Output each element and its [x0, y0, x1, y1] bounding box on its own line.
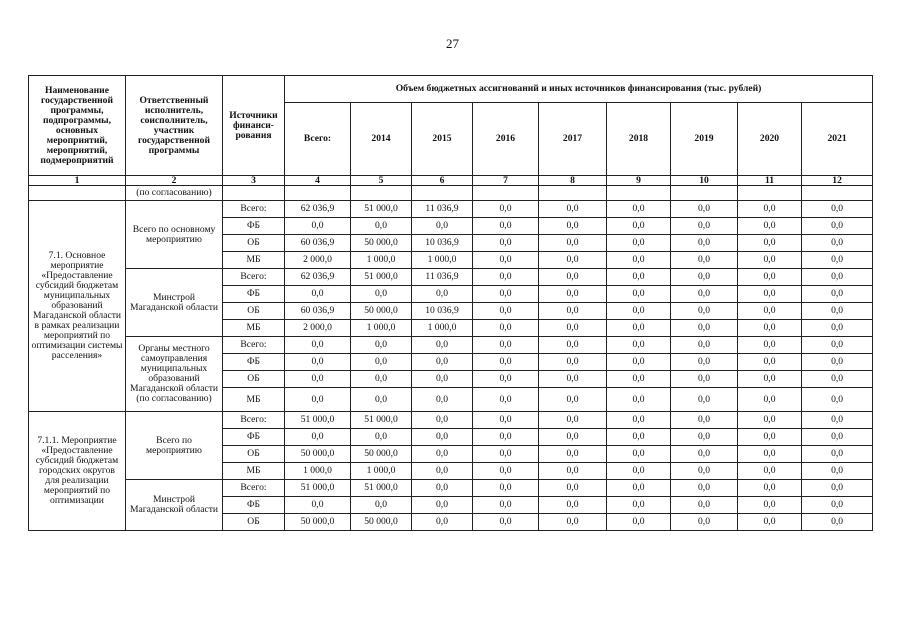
amount-cell: 0,0	[607, 514, 671, 531]
amount-cell: 1 000,0	[285, 463, 351, 480]
column-number: 4	[285, 176, 351, 186]
measure-name: 7.1. Основное мероприятие «Предоставление субсидий бюджетам муниципальных образований Магаданской области в рамках реализации мероприятий по оптимизации системы расселения»	[29, 201, 126, 412]
amount-cell: 11 036,9	[412, 201, 473, 218]
funding-source: МБ	[223, 388, 285, 412]
table-row	[29, 412, 873, 429]
funding-source: Всего:	[223, 412, 285, 429]
amount-cell: 0,0	[285, 371, 351, 388]
table-row	[29, 269, 873, 286]
amount-cell: 0,0	[671, 412, 738, 429]
funding-source: МБ	[223, 463, 285, 480]
amount-cell: 0,0	[285, 286, 351, 303]
amount-cell: 0,0	[607, 497, 671, 514]
table-row	[29, 201, 873, 218]
table-row	[29, 337, 873, 354]
header-year: 2014	[351, 103, 412, 176]
amount-cell: 0,0	[671, 235, 738, 252]
column-number: 10	[671, 176, 738, 186]
column-number: 6	[412, 176, 473, 186]
amount-cell: 0,0	[539, 337, 607, 354]
header-executor: Ответственный исполнитель, соисполнитель, участник государственной программы	[126, 76, 223, 176]
amount-cell: 0,0	[473, 412, 539, 429]
funding-source: Всего:	[223, 337, 285, 354]
amount-cell: 50 000,0	[351, 514, 412, 531]
amount-cell: 1 000,0	[351, 463, 412, 480]
amount-cell: 1 000,0	[351, 320, 412, 337]
funding-source: ОБ	[223, 303, 285, 320]
amount-cell: 0,0	[671, 388, 738, 412]
amount-cell: 0,0	[473, 371, 539, 388]
header-year: 2016	[473, 103, 539, 176]
column-number: 2	[126, 176, 223, 186]
column-number-row	[29, 176, 873, 186]
amount-cell: 0,0	[671, 303, 738, 320]
amount-cell: 0,0	[412, 429, 473, 446]
amount-cell: 0,0	[671, 337, 738, 354]
amount-cell: 0,0	[607, 412, 671, 429]
amount-cell: 0,0	[738, 252, 802, 269]
funding-source: ФБ	[223, 429, 285, 446]
table-row	[29, 480, 873, 497]
amount-cell: 0,0	[412, 480, 473, 497]
amount-cell: 0,0	[473, 497, 539, 514]
funding-source: ОБ	[223, 446, 285, 463]
amount-cell: 0,0	[473, 269, 539, 286]
header-year: 2020	[738, 103, 802, 176]
amount-cell: 0,0	[671, 269, 738, 286]
amount-cell: 0,0	[607, 388, 671, 412]
amount-cell: 0,0	[539, 235, 607, 252]
amount-cell: 0,0	[473, 201, 539, 218]
amount-cell: 0,0	[539, 252, 607, 269]
amount-cell: 0,0	[738, 286, 802, 303]
funding-source: Всего:	[223, 201, 285, 218]
amount-cell: 60 036,9	[285, 303, 351, 320]
amount-cell: 0,0	[539, 446, 607, 463]
executor-name: Минстрой Магаданской области	[126, 480, 223, 531]
amount-cell: 0,0	[412, 218, 473, 235]
amount-cell: 0,0	[412, 354, 473, 371]
amount-cell: 0,0	[738, 218, 802, 235]
amount-cell: 0,0	[671, 480, 738, 497]
funding-source: Всего:	[223, 480, 285, 497]
amount-cell: 0,0	[539, 429, 607, 446]
amount-cell: 0,0	[473, 354, 539, 371]
amount-cell: 0,0	[738, 514, 802, 531]
amount-cell: 0,0	[738, 303, 802, 320]
amount-cell: 0,0	[412, 371, 473, 388]
amount-cell: 0,0	[473, 463, 539, 480]
executor-name: Всего по мероприятию	[126, 412, 223, 480]
funding-source: ОБ	[223, 371, 285, 388]
amount-cell: 0,0	[738, 446, 802, 463]
amount-cell: 0,0	[802, 218, 873, 235]
column-number: 8	[539, 176, 607, 186]
executor-name: Всего по основному мероприятию	[126, 201, 223, 269]
header-year: 2017	[539, 103, 607, 176]
amount-cell: 0,0	[671, 286, 738, 303]
amount-cell: 0,0	[539, 371, 607, 388]
header-budget-volume: Объем бюджетных ассигнований и иных источников финансирования (тыс. рублей)	[285, 76, 873, 103]
executor-name: Минстрой Магаданской области	[126, 269, 223, 337]
continuation-text: (по согласованию)	[126, 186, 223, 201]
amount-cell: 10 036,9	[412, 303, 473, 320]
amount-cell: 0,0	[351, 337, 412, 354]
amount-cell: 0,0	[802, 235, 873, 252]
amount-cell: 0,0	[539, 303, 607, 320]
amount-cell: 0,0	[607, 337, 671, 354]
column-number: 3	[223, 176, 285, 186]
amount-cell: 0,0	[539, 497, 607, 514]
column-number: 7	[473, 176, 539, 186]
amount-cell: 0,0	[473, 429, 539, 446]
amount-cell: 0,0	[539, 320, 607, 337]
amount-cell: 0,0	[738, 371, 802, 388]
amount-cell: 60 036,9	[285, 235, 351, 252]
amount-cell: 0,0	[539, 412, 607, 429]
amount-cell: 0,0	[802, 412, 873, 429]
header-year: 2018	[607, 103, 671, 176]
amount-cell: 0,0	[738, 320, 802, 337]
amount-cell: 0,0	[607, 252, 671, 269]
header-year: Всего:	[285, 103, 351, 176]
table-header	[29, 76, 873, 186]
amount-cell: 0,0	[802, 371, 873, 388]
amount-cell: 0,0	[738, 337, 802, 354]
amount-cell: 0,0	[473, 337, 539, 354]
budget-table	[28, 75, 873, 531]
amount-cell: 0,0	[539, 480, 607, 497]
amount-cell: 0,0	[351, 354, 412, 371]
amount-cell: 0,0	[412, 337, 473, 354]
amount-cell: 0,0	[607, 218, 671, 235]
amount-cell: 0,0	[802, 429, 873, 446]
amount-cell: 0,0	[738, 235, 802, 252]
amount-cell: 0,0	[285, 497, 351, 514]
amount-cell: 0,0	[802, 269, 873, 286]
amount-cell: 51 000,0	[351, 201, 412, 218]
funding-source: ФБ	[223, 354, 285, 371]
amount-cell: 0,0	[607, 354, 671, 371]
amount-cell: 0,0	[802, 514, 873, 531]
header-year: 2021	[802, 103, 873, 176]
amount-cell: 50 000,0	[285, 446, 351, 463]
amount-cell: 0,0	[671, 371, 738, 388]
amount-cell: 0,0	[351, 388, 412, 412]
amount-cell: 0,0	[285, 354, 351, 371]
amount-cell: 2 000,0	[285, 320, 351, 337]
amount-cell: 0,0	[802, 252, 873, 269]
amount-cell: 0,0	[607, 463, 671, 480]
amount-cell: 0,0	[539, 388, 607, 412]
amount-cell: 1 000,0	[412, 320, 473, 337]
amount-cell: 0,0	[473, 252, 539, 269]
column-number: 9	[607, 176, 671, 186]
amount-cell: 0,0	[351, 497, 412, 514]
amount-cell: 0,0	[539, 463, 607, 480]
amount-cell: 0,0	[351, 286, 412, 303]
amount-cell: 0,0	[539, 354, 607, 371]
amount-cell: 0,0	[473, 303, 539, 320]
header-year: 2015	[412, 103, 473, 176]
amount-cell: 0,0	[802, 337, 873, 354]
amount-cell: 0,0	[473, 235, 539, 252]
amount-cell: 0,0	[802, 446, 873, 463]
amount-cell: 0,0	[473, 218, 539, 235]
executor-name: Органы местного самоуправления муниципальных образований Магаданской области (по согласованию)	[126, 337, 223, 412]
amount-cell: 0,0	[285, 337, 351, 354]
amount-cell: 0,0	[738, 388, 802, 412]
funding-source: ОБ	[223, 235, 285, 252]
amount-cell: 0,0	[802, 388, 873, 412]
amount-cell: 0,0	[412, 463, 473, 480]
amount-cell: 0,0	[412, 514, 473, 531]
funding-source: ФБ	[223, 286, 285, 303]
amount-cell: 0,0	[412, 446, 473, 463]
amount-cell: 0,0	[671, 252, 738, 269]
amount-cell: 51 000,0	[285, 480, 351, 497]
column-number: 12	[802, 176, 873, 186]
amount-cell: 0,0	[473, 320, 539, 337]
funding-source: МБ	[223, 252, 285, 269]
table-body	[29, 186, 873, 531]
column-number: 1	[29, 176, 126, 186]
amount-cell: 0,0	[738, 480, 802, 497]
amount-cell: 0,0	[607, 269, 671, 286]
amount-cell: 0,0	[473, 286, 539, 303]
amount-cell: 0,0	[671, 463, 738, 480]
measure-name: 7.1.1. Мероприятие «Предоставление субсидий бюджетам городских округов для реализации мероприятий по оптимизации	[29, 412, 126, 531]
amount-cell: 0,0	[351, 371, 412, 388]
amount-cell: 0,0	[412, 412, 473, 429]
amount-cell: 0,0	[285, 429, 351, 446]
amount-cell: 0,0	[802, 201, 873, 218]
amount-cell: 0,0	[802, 480, 873, 497]
amount-cell: 0,0	[671, 514, 738, 531]
amount-cell: 0,0	[473, 446, 539, 463]
amount-cell: 1 000,0	[351, 252, 412, 269]
amount-cell: 11 036,9	[412, 269, 473, 286]
amount-cell: 0,0	[607, 429, 671, 446]
amount-cell: 0,0	[539, 201, 607, 218]
amount-cell: 0,0	[473, 514, 539, 531]
amount-cell: 0,0	[539, 514, 607, 531]
amount-cell: 0,0	[738, 201, 802, 218]
amount-cell: 50 000,0	[351, 303, 412, 320]
amount-cell: 0,0	[607, 371, 671, 388]
continuation-row	[29, 186, 873, 201]
amount-cell: 0,0	[802, 354, 873, 371]
amount-cell: 0,0	[671, 497, 738, 514]
amount-cell: 0,0	[412, 286, 473, 303]
amount-cell: 0,0	[539, 286, 607, 303]
amount-cell: 0,0	[802, 303, 873, 320]
amount-cell: 0,0	[607, 286, 671, 303]
amount-cell: 0,0	[738, 269, 802, 286]
header-year: 2019	[671, 103, 738, 176]
amount-cell: 0,0	[539, 269, 607, 286]
amount-cell: 1 000,0	[412, 252, 473, 269]
amount-cell: 0,0	[671, 218, 738, 235]
amount-cell: 2 000,0	[285, 252, 351, 269]
amount-cell: 50 000,0	[351, 446, 412, 463]
amount-cell: 0,0	[473, 480, 539, 497]
amount-cell: 0,0	[671, 446, 738, 463]
amount-cell: 50 000,0	[351, 235, 412, 252]
column-number: 11	[738, 176, 802, 186]
amount-cell: 0,0	[412, 497, 473, 514]
amount-cell: 51 000,0	[351, 269, 412, 286]
funding-source: ФБ	[223, 218, 285, 235]
column-number: 5	[351, 176, 412, 186]
amount-cell: 0,0	[671, 429, 738, 446]
amount-cell: 0,0	[802, 320, 873, 337]
amount-cell: 0,0	[671, 201, 738, 218]
amount-cell: 51 000,0	[285, 412, 351, 429]
amount-cell: 0,0	[351, 218, 412, 235]
amount-cell: 0,0	[738, 463, 802, 480]
amount-cell: 0,0	[607, 303, 671, 320]
amount-cell: 0,0	[607, 480, 671, 497]
header-program-name: Наименование государственной программы, подпрограммы, основных мероприятий, мероприятий, подмероприятий	[29, 76, 126, 176]
funding-source: Всего:	[223, 269, 285, 286]
amount-cell: 0,0	[351, 429, 412, 446]
amount-cell: 0,0	[802, 463, 873, 480]
amount-cell: 10 036,9	[412, 235, 473, 252]
amount-cell: 50 000,0	[285, 514, 351, 531]
amount-cell: 0,0	[738, 497, 802, 514]
amount-cell: 0,0	[607, 201, 671, 218]
amount-cell: 51 000,0	[351, 412, 412, 429]
amount-cell: 51 000,0	[351, 480, 412, 497]
amount-cell: 0,0	[607, 235, 671, 252]
amount-cell: 0,0	[802, 497, 873, 514]
amount-cell: 0,0	[738, 429, 802, 446]
amount-cell: 0,0	[671, 354, 738, 371]
amount-cell: 0,0	[607, 320, 671, 337]
amount-cell: 0,0	[473, 388, 539, 412]
amount-cell: 62 036,9	[285, 269, 351, 286]
funding-source: ФБ	[223, 497, 285, 514]
amount-cell: 0,0	[285, 388, 351, 412]
amount-cell: 0,0	[412, 388, 473, 412]
page-number: 27	[446, 36, 459, 51]
amount-cell: 0,0	[802, 286, 873, 303]
amount-cell: 0,0	[738, 412, 802, 429]
amount-cell: 0,0	[738, 354, 802, 371]
funding-source: ОБ	[223, 514, 285, 531]
amount-cell: 0,0	[285, 218, 351, 235]
amount-cell: 0,0	[671, 320, 738, 337]
amount-cell: 62 036,9	[285, 201, 351, 218]
funding-source: МБ	[223, 320, 285, 337]
amount-cell: 0,0	[539, 218, 607, 235]
amount-cell: 0,0	[607, 446, 671, 463]
header-funding-source: Источники финанси-рования	[223, 76, 285, 176]
